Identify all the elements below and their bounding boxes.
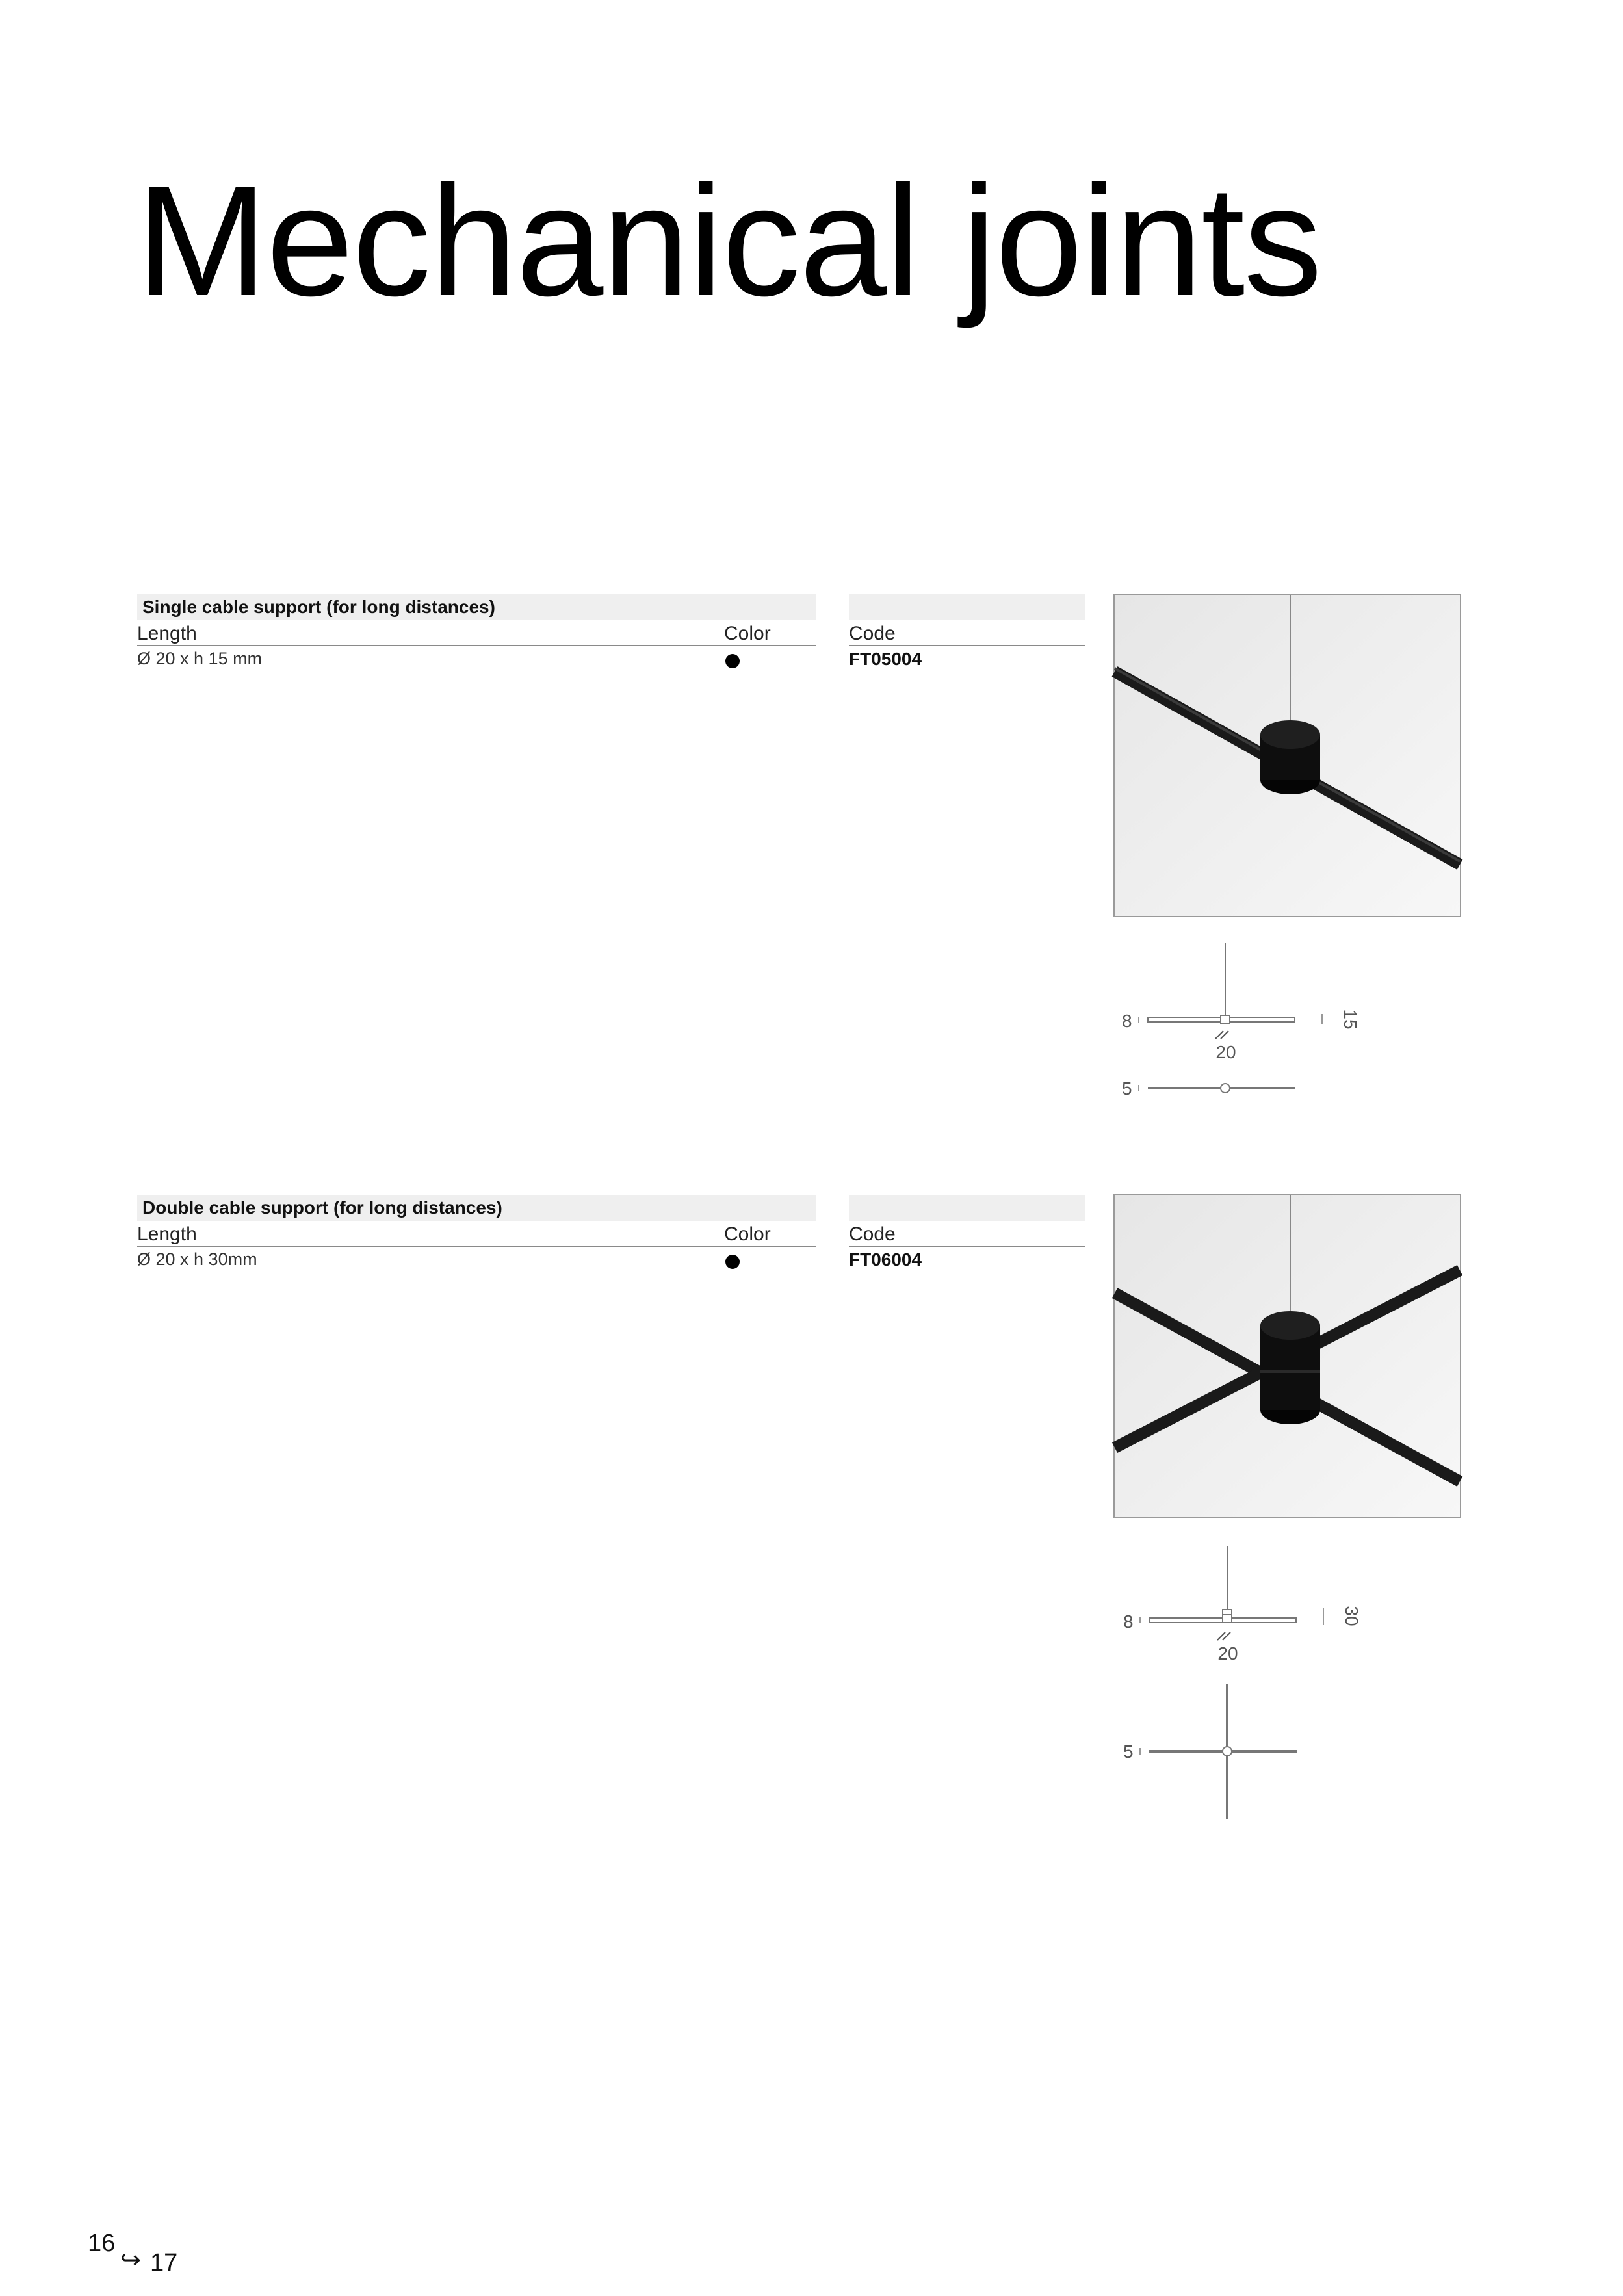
page-number: 16: [88, 2230, 116, 2257]
spec-header-row: [137, 620, 816, 646]
spec-value-row: [137, 1247, 816, 1272]
spec-table: [137, 1195, 816, 1272]
code-table: [849, 1195, 1085, 1272]
code-header: Code: [849, 623, 896, 644]
color-header: Color: [724, 1223, 771, 1245]
code-header-band: [849, 1195, 1085, 1221]
color-swatch-black: [725, 654, 740, 668]
code-header-band: [849, 594, 1085, 620]
dimension-label: 8: [1123, 1611, 1134, 1632]
code-value-row: [849, 1247, 1085, 1272]
product-code: FT05004: [849, 649, 922, 669]
length-header: Length: [137, 1223, 197, 1245]
product-photo: [1113, 1194, 1461, 1518]
dimension-label: 5: [1122, 1078, 1132, 1099]
dimension-label: 5: [1123, 1742, 1134, 1762]
product-photo: [1113, 594, 1461, 917]
page-title: Mechanical joints: [136, 153, 1321, 329]
dimension-label: 20: [1215, 1042, 1236, 1062]
next-page-number: 17: [150, 2249, 178, 2276]
spec-table: [137, 594, 816, 671]
arrow-hook-right-icon: ↪: [120, 2247, 141, 2274]
length-value: Ø 20 x h 15 mm: [137, 649, 263, 668]
technical-drawing: [1111, 1546, 1362, 1829]
product-name: Double cable support (for long distances): [137, 1195, 816, 1221]
code-value-row: [849, 646, 1085, 671]
color-swatch-black: [725, 1255, 740, 1269]
color-header: Color: [724, 623, 771, 644]
spec-header-row: [137, 1221, 816, 1247]
length-header: Length: [137, 623, 197, 644]
product-code: FT06004: [849, 1249, 922, 1270]
code-header-row: [849, 620, 1085, 646]
code-header-row: [849, 1221, 1085, 1247]
product-name: Single cable support (for long distances): [137, 594, 816, 620]
dimension-label: 8: [1122, 1011, 1132, 1031]
dimension-label: 20: [1217, 1643, 1238, 1663]
dimension-label: 30: [1342, 1606, 1362, 1626]
dimension-label: 15: [1340, 1009, 1360, 1030]
spec-value-row: [137, 646, 816, 671]
technical-drawing: [1111, 943, 1358, 1102]
code-header: Code: [849, 1223, 896, 1245]
code-table: [849, 594, 1085, 671]
length-value: Ø 20 x h 30mm: [137, 1249, 257, 1269]
